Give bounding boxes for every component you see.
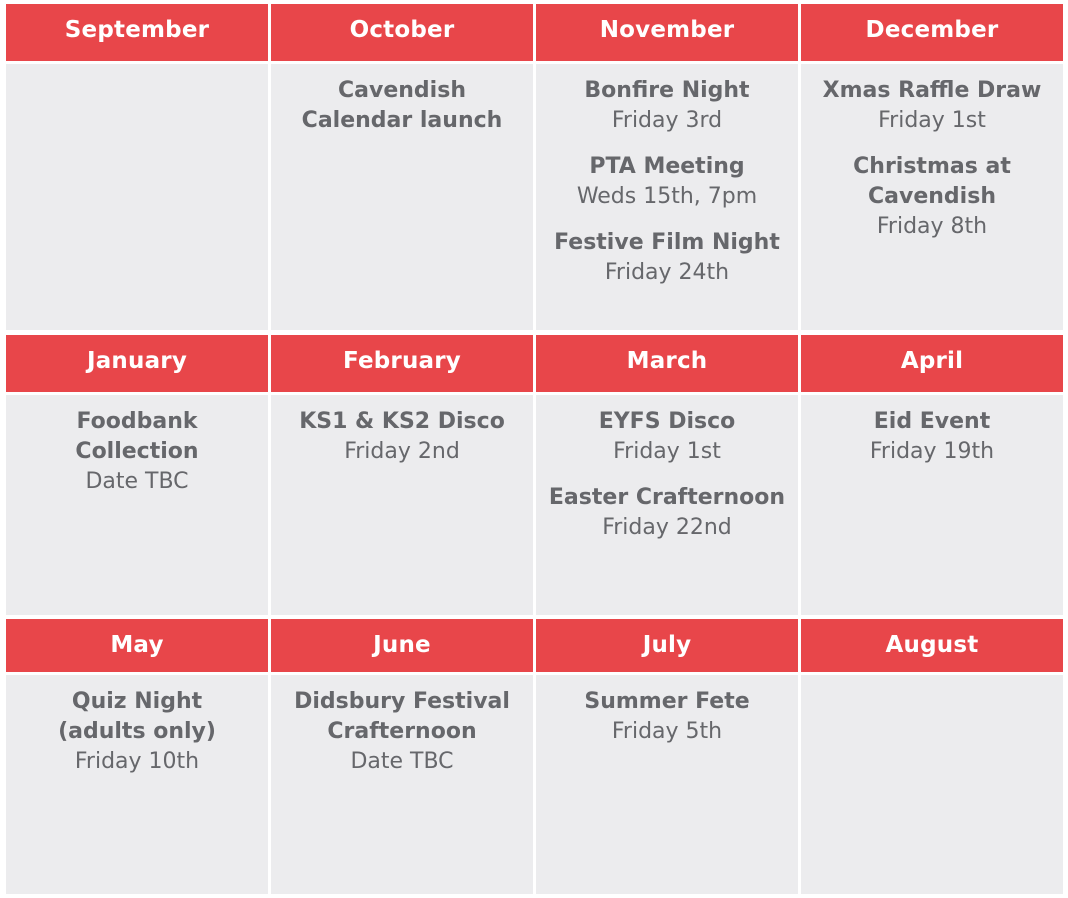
month-events-october bbox=[271, 64, 533, 330]
event-item bbox=[801, 152, 1063, 242]
event-item bbox=[6, 687, 268, 777]
month-header-july: July bbox=[536, 619, 798, 672]
event-date: Friday 19th bbox=[869, 439, 995, 464]
event-title: Bonfire Night bbox=[584, 78, 750, 103]
event-date: Friday 24th bbox=[604, 260, 730, 285]
event-title: KS1 & KS2 Disco bbox=[299, 409, 505, 434]
event-title: Easter Crafternoon bbox=[548, 485, 786, 510]
event-title: Foodbank Collection bbox=[75, 409, 199, 464]
month-events-february bbox=[271, 395, 533, 615]
month-header-january: January bbox=[6, 335, 268, 392]
event-item bbox=[801, 407, 1063, 467]
month-header-february: February bbox=[271, 335, 533, 392]
event-item bbox=[536, 407, 798, 467]
month-events-april bbox=[801, 395, 1063, 615]
event-item bbox=[271, 76, 533, 136]
event-title: EYFS Disco bbox=[598, 409, 736, 434]
event-date: Friday 1st bbox=[613, 439, 721, 464]
month-header-november: November bbox=[536, 4, 798, 61]
month-events-june bbox=[271, 675, 533, 894]
event-item bbox=[536, 483, 798, 543]
event-date: Friday 8th bbox=[876, 214, 988, 239]
event-date: Friday 3rd bbox=[611, 108, 723, 133]
event-title: Cavendish Calendar launch bbox=[301, 78, 503, 133]
event-title: Xmas Raffle Draw bbox=[822, 78, 1042, 103]
event-item bbox=[536, 228, 798, 288]
month-events-september bbox=[6, 64, 268, 330]
month-events-august bbox=[801, 675, 1063, 894]
event-date: Friday 5th bbox=[611, 719, 723, 744]
event-item bbox=[271, 407, 533, 467]
month-events-july bbox=[536, 675, 798, 894]
event-item bbox=[536, 152, 798, 212]
event-title: Festive Film Night bbox=[554, 230, 780, 255]
month-header-april: April bbox=[801, 335, 1063, 392]
event-date: Weds 15th, 7pm bbox=[576, 184, 758, 209]
month-header-may: May bbox=[6, 619, 268, 672]
event-title: Summer Fete bbox=[584, 689, 750, 714]
event-date: Friday 2nd bbox=[344, 439, 460, 464]
month-events-march bbox=[536, 395, 798, 615]
month-events-november bbox=[536, 64, 798, 330]
event-date: Date TBC bbox=[350, 749, 454, 774]
event-item bbox=[271, 687, 533, 777]
month-header-october: October bbox=[271, 4, 533, 61]
event-date: Date TBC bbox=[85, 469, 189, 494]
event-date: Friday 22nd bbox=[602, 515, 732, 540]
month-events-january bbox=[6, 395, 268, 615]
event-item bbox=[536, 76, 798, 136]
month-header-march: March bbox=[536, 335, 798, 392]
event-title: Eid Event bbox=[873, 409, 991, 434]
event-title: PTA Meeting bbox=[589, 154, 745, 179]
event-date: Friday 10th bbox=[74, 749, 200, 774]
event-date: Friday 1st bbox=[878, 108, 986, 133]
event-item bbox=[801, 76, 1063, 136]
event-title: Christmas at Cavendish bbox=[853, 154, 1011, 209]
month-events-december bbox=[801, 64, 1063, 330]
event-title: Didsbury Festival Crafternoon bbox=[294, 689, 510, 744]
event-item bbox=[536, 687, 798, 747]
month-header-august: August bbox=[801, 619, 1063, 672]
month-header-june: June bbox=[271, 619, 533, 672]
event-item bbox=[6, 407, 268, 497]
month-header-december: December bbox=[801, 4, 1063, 61]
month-events-may bbox=[6, 675, 268, 894]
month-header-september: September bbox=[6, 4, 268, 61]
event-title: Quiz Night (adults only) bbox=[58, 689, 216, 744]
